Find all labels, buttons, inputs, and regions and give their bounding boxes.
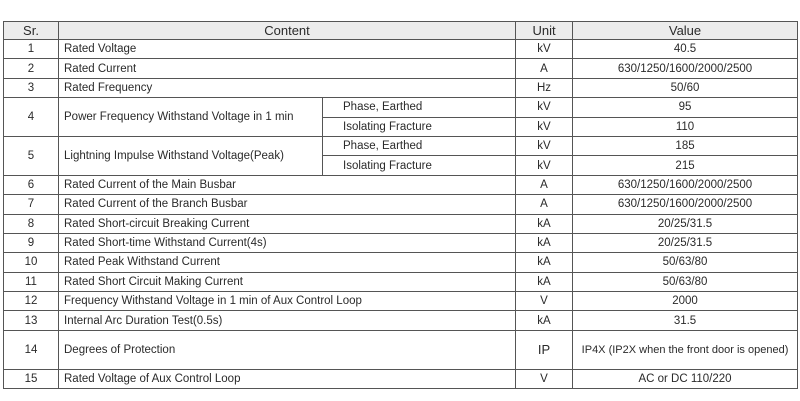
- row-value: 31.5: [573, 311, 798, 330]
- row-unit: IP: [516, 330, 573, 369]
- row-value: AC or DC 110/220: [573, 369, 798, 388]
- row-content: Power Frequency Withstand Voltage in 1 min: [59, 98, 323, 137]
- table-body: [4, 40, 798, 389]
- row-value: 630/1250/1600/2000/2500: [573, 195, 798, 214]
- row-sub-label: Phase, Earthed: [323, 136, 516, 155]
- header-unit: Unit: [516, 22, 573, 40]
- table-row: [4, 98, 798, 117]
- row-value: 2000: [573, 292, 798, 311]
- table-row: [4, 175, 798, 194]
- table-row: [4, 311, 798, 330]
- table-header-row: [4, 22, 798, 40]
- row-value: 185: [573, 136, 798, 155]
- row-content: Rated Short-time Withstand Current(4s): [59, 233, 516, 252]
- row-value: 40.5: [573, 40, 798, 59]
- row-content: Rated Short Circuit Making Current: [59, 272, 516, 291]
- row-value: 20/25/31.5: [573, 214, 798, 233]
- row-content: Rated Current of the Main Busbar: [59, 175, 516, 194]
- row-content: Rated Current: [59, 59, 516, 78]
- row-unit: kA: [516, 311, 573, 330]
- table-row: [4, 369, 798, 388]
- table-row: [4, 40, 798, 59]
- row-sr: 8: [4, 214, 59, 233]
- row-content: Degrees of Protection: [59, 330, 516, 369]
- row-value: 50/63/80: [573, 272, 798, 291]
- row-content: Rated Voltage: [59, 40, 516, 59]
- row-sr: 2: [4, 59, 59, 78]
- row-unit: kA: [516, 253, 573, 272]
- row-unit: kA: [516, 272, 573, 291]
- table-row: [4, 330, 798, 369]
- header-value: Value: [573, 22, 798, 40]
- row-sr: 3: [4, 78, 59, 97]
- row-content: Rated Current of the Branch Busbar: [59, 195, 516, 214]
- row-unit: Hz: [516, 78, 573, 97]
- row-value: 630/1250/1600/2000/2500: [573, 175, 798, 194]
- row-unit: kV: [516, 117, 573, 136]
- table-row: [4, 214, 798, 233]
- row-sr: 13: [4, 311, 59, 330]
- row-unit: kV: [516, 156, 573, 175]
- row-unit: kV: [516, 98, 573, 117]
- table-row: [4, 136, 798, 155]
- header-content: Content: [59, 22, 516, 40]
- row-unit: A: [516, 195, 573, 214]
- table-row: [4, 292, 798, 311]
- row-value: IP4X (IP2X when the front door is opened): [573, 330, 798, 369]
- table-row: [4, 253, 798, 272]
- row-sub-label: Isolating Fracture: [323, 117, 516, 136]
- spec-table: [3, 21, 798, 389]
- row-content: Rated Peak Withstand Current: [59, 253, 516, 272]
- row-unit: A: [516, 59, 573, 78]
- row-sub-label: Phase, Earthed: [323, 98, 516, 117]
- row-unit: V: [516, 292, 573, 311]
- row-unit: kV: [516, 136, 573, 155]
- row-sub-label: Isolating Fracture: [323, 156, 516, 175]
- spec-table-container: [3, 21, 797, 389]
- row-sr: 10: [4, 253, 59, 272]
- row-sr: 15: [4, 369, 59, 388]
- row-sr: 4: [4, 98, 59, 137]
- table-row: [4, 195, 798, 214]
- table-row: [4, 233, 798, 252]
- row-content: Frequency Withstand Voltage in 1 min of Aux Control Loop: [59, 292, 516, 311]
- row-unit: kA: [516, 233, 573, 252]
- row-sr: 12: [4, 292, 59, 311]
- row-sr: 9: [4, 233, 59, 252]
- row-unit: kA: [516, 214, 573, 233]
- row-value: 50/60: [573, 78, 798, 97]
- row-content: Internal Arc Duration Test(0.5s): [59, 311, 516, 330]
- row-content: Rated Short-circuit Breaking Current: [59, 214, 516, 233]
- row-value: 95: [573, 98, 798, 117]
- row-sr: 1: [4, 40, 59, 59]
- row-content: Rated Voltage of Aux Control Loop: [59, 369, 516, 388]
- row-value: 110: [573, 117, 798, 136]
- row-sr: 6: [4, 175, 59, 194]
- row-unit: V: [516, 369, 573, 388]
- header-sr: Sr.: [4, 22, 59, 40]
- table-row: [4, 272, 798, 291]
- row-value: 50/63/80: [573, 253, 798, 272]
- row-sr: 14: [4, 330, 59, 369]
- row-unit: kV: [516, 40, 573, 59]
- table-row: [4, 78, 798, 97]
- row-sr: 11: [4, 272, 59, 291]
- table-row: [4, 59, 798, 78]
- row-value: 630/1250/1600/2000/2500: [573, 59, 798, 78]
- row-sr: 5: [4, 136, 59, 175]
- row-value: 20/25/31.5: [573, 233, 798, 252]
- row-unit: A: [516, 175, 573, 194]
- row-content: Lightning Impulse Withstand Voltage(Peak): [59, 136, 323, 175]
- row-value: 215: [573, 156, 798, 175]
- row-sr: 7: [4, 195, 59, 214]
- row-content: Rated Frequency: [59, 78, 516, 97]
